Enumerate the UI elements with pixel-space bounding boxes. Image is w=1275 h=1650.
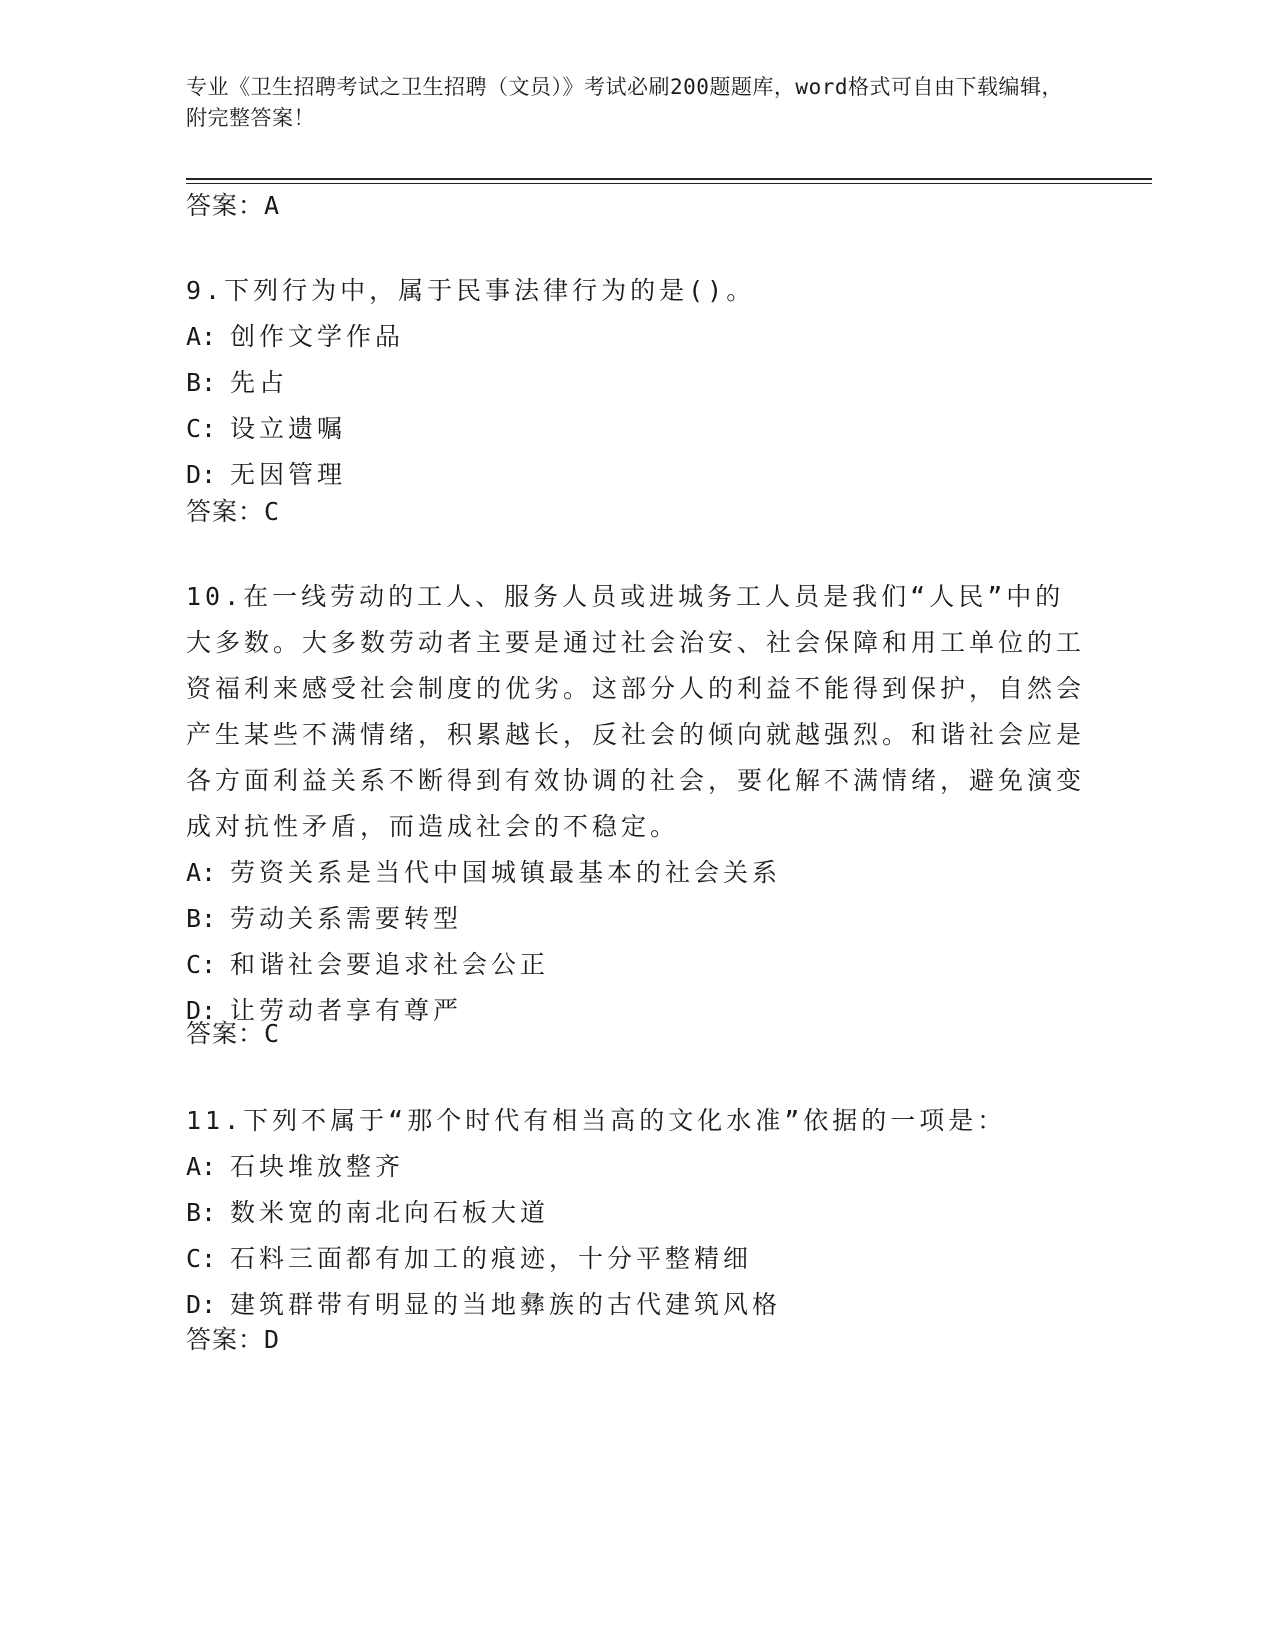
answer-value: A bbox=[264, 191, 281, 220]
option-a bbox=[186, 314, 1086, 360]
option-text: 无因管理 bbox=[230, 460, 347, 489]
option-key: A: bbox=[186, 1152, 217, 1181]
option-a bbox=[186, 1144, 1086, 1190]
document-header: 专业《卫生招聘考试之卫生招聘（文员）》考试必刷200题题库，word格式可自由下载编辑，附完整答案！ bbox=[186, 75, 1063, 130]
option-b bbox=[186, 896, 1086, 942]
option-text: 劳动关系需要转型 bbox=[230, 904, 463, 933]
answer-value: C bbox=[264, 497, 281, 526]
option-key: B: bbox=[186, 1198, 217, 1227]
option-b bbox=[186, 360, 1086, 406]
question-stem: 9.下列行为中，属于民事法律行为的是()。 bbox=[186, 276, 756, 305]
question-block bbox=[186, 268, 1086, 498]
answer-label: 答案： bbox=[186, 497, 265, 526]
option-d bbox=[186, 452, 1086, 498]
option-text: 数米宽的南北向石板大道 bbox=[230, 1198, 550, 1227]
answer-label: 答案： bbox=[186, 1325, 265, 1354]
option-key: C: bbox=[186, 950, 217, 979]
option-text: 创作文学作品 bbox=[230, 322, 405, 351]
option-key: C: bbox=[186, 1244, 217, 1273]
answer-line bbox=[186, 1320, 280, 1356]
question-stem: 11.下列不属于“那个时代有相当高的文化水准”依据的一项是： bbox=[186, 1106, 1007, 1135]
option-key: B: bbox=[186, 368, 217, 397]
option-text: 让劳动者享有尊严 bbox=[230, 996, 463, 1025]
option-d bbox=[186, 1282, 1086, 1328]
question-stem: 10.在一线劳动的工人、服务人员或进城务工人员是我们“人民”中的大多数。大多数劳动者主要是通过社会治安、社会保障和用工单位的工资福利来感受社会制度的优劣。这部分人的利益不能得到保护，自然会产生某些不满情绪，积累越长，反社会的倾向就越强烈。和谐社会应是各方面利益关系不断得到有效协调的社会，要化解不满情绪，避免演变成对抗性矛盾，而造成社会的不稳定。 bbox=[186, 582, 1086, 841]
option-text: 劳资关系是当代中国城镇最基本的社会关系 bbox=[230, 858, 782, 887]
header-divider-thin bbox=[186, 183, 1152, 184]
option-text: 设立遗嘱 bbox=[230, 414, 347, 443]
option-c bbox=[186, 1236, 1086, 1282]
answer-value: C bbox=[264, 1019, 281, 1048]
option-text: 石料三面都有加工的痕迹，十分平整精细 bbox=[230, 1244, 753, 1273]
option-text: 和谐社会要追求社会公正 bbox=[230, 950, 550, 979]
option-key: B: bbox=[186, 904, 217, 933]
question-block bbox=[186, 1098, 1086, 1328]
option-key: D: bbox=[186, 460, 217, 489]
answer-line bbox=[186, 492, 280, 528]
option-c bbox=[186, 942, 1086, 988]
option-key: A: bbox=[186, 322, 217, 351]
option-key: A: bbox=[186, 858, 217, 887]
option-b bbox=[186, 1190, 1086, 1236]
answer-label: 答案： bbox=[186, 191, 265, 220]
header-divider-thick bbox=[186, 178, 1152, 180]
option-text: 石块堆放整齐 bbox=[230, 1152, 405, 1181]
option-c bbox=[186, 406, 1086, 452]
option-text: 建筑群带有明显的当地彝族的古代建筑风格 bbox=[230, 1290, 782, 1319]
option-d bbox=[186, 988, 1086, 1034]
answer-line bbox=[186, 1014, 280, 1050]
option-key: D: bbox=[186, 996, 217, 1025]
option-key: C: bbox=[186, 414, 217, 443]
answer-line bbox=[186, 186, 280, 222]
option-text: 先占 bbox=[230, 368, 289, 397]
answer-value: D bbox=[264, 1325, 281, 1354]
question-block bbox=[186, 574, 1086, 1034]
option-a bbox=[186, 850, 1086, 896]
option-key: D: bbox=[186, 1290, 217, 1319]
answer-label: 答案： bbox=[186, 1019, 265, 1048]
